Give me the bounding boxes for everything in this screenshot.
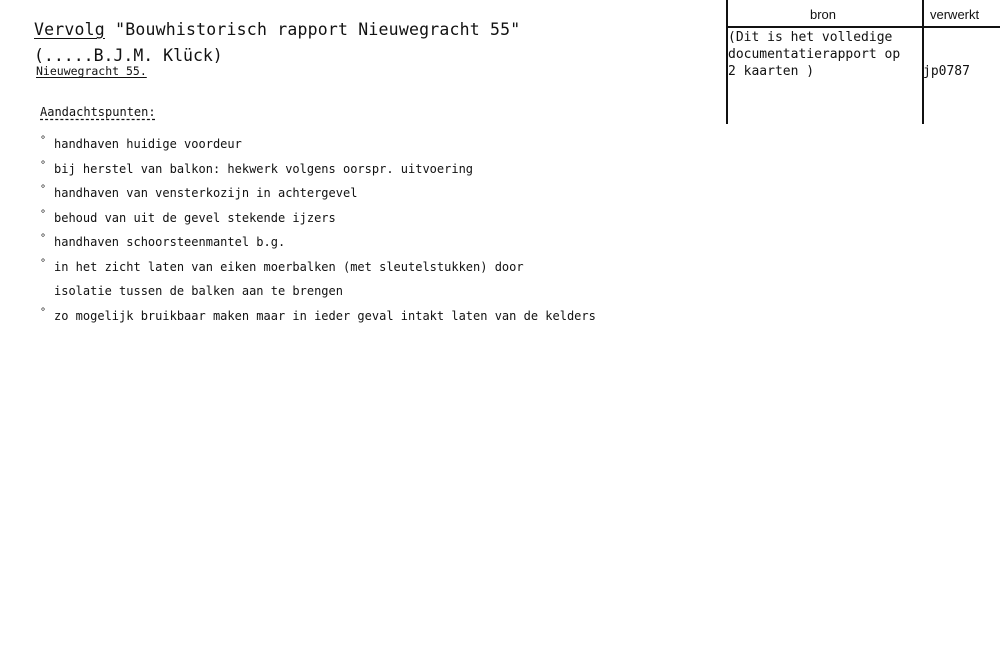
title-text: "Bouwhistorisch rapport Nieuwegracht 55" <box>104 20 521 39</box>
point-text: zo mogelijk bruikbaar maken maar in ieder geval intakt laten van de kelders <box>54 308 596 323</box>
point-text: in het zicht laten van eiken moerbalken (met sleutelstukken) door <box>54 259 524 274</box>
point-continuation: isolatie tussen de balken aan te brengen <box>54 283 343 298</box>
bullet-icon: ° <box>40 159 47 171</box>
point-text: handhaven schoorsteenmantel b.g. <box>54 235 286 249</box>
bullet-icon: ° <box>40 208 47 220</box>
points-list <box>40 137 596 333</box>
table-divider <box>922 0 924 124</box>
author-line: (.....B.J.M. Klück) <box>34 46 223 65</box>
point-text: handhaven huidige voordeur <box>54 137 242 151</box>
bullet-icon: ° <box>40 233 47 244</box>
list-item <box>40 208 596 236</box>
list-item <box>40 257 596 309</box>
address-line: Nieuwegracht 55. <box>36 64 147 78</box>
bullet-icon: ° <box>40 306 47 318</box>
document-title <box>34 20 520 39</box>
column-header-verwerkt: verwerkt <box>930 7 980 22</box>
list-item <box>40 186 596 211</box>
point-text: handhaven van vensterkozijn in achtergevel <box>54 186 358 200</box>
list-item <box>40 235 596 260</box>
list-item <box>40 159 596 187</box>
bron-line-2: documentatierapport op <box>728 47 901 62</box>
title-prefix: Vervolg <box>34 20 105 39</box>
bron-line-1: (Dit is het volledige <box>728 30 893 45</box>
list-item <box>40 137 596 162</box>
point-text: bij herstel van balkon: hekwerk volgens oorspr. uitvoering <box>54 161 474 176</box>
section-heading: Aandachtspunten: <box>40 105 156 119</box>
source-table <box>726 0 1000 124</box>
bron-line-3: 2 kaarten ) <box>728 64 815 79</box>
bullet-icon: ° <box>40 184 47 195</box>
verwerkt-value: jp0787 <box>923 64 970 79</box>
bullet-icon: ° <box>40 135 47 146</box>
bullet-icon: ° <box>40 257 47 269</box>
table-header-rule <box>726 26 1000 28</box>
list-item <box>40 306 596 334</box>
column-header-bron: bron <box>810 7 837 22</box>
point-text: behoud van uit de gevel stekende ijzers <box>54 210 336 225</box>
